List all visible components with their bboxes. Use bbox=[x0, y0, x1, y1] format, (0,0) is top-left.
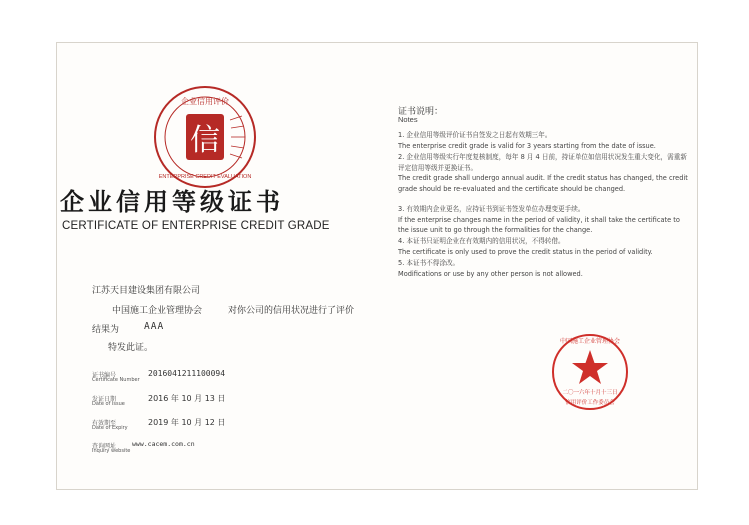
note-zh: 2. 企业信用等级实行年度复核制度，每年 8 月 4 日前，持证单位如信用状况发生重大变化，需重新评定信用等级并更换证书。 bbox=[398, 153, 687, 172]
note-en: The certificate is only used to prove the credit status in the period of validity. bbox=[398, 247, 653, 256]
note-item bbox=[398, 204, 688, 236]
query-url: www.cacem.com.cn bbox=[132, 440, 195, 448]
note-zh: 1. 企业信用等级评价证书自签发之日起有效期三年。 bbox=[398, 131, 552, 139]
title-en: CERTIFICATE OF ENTERPRISE CREDIT GRADE bbox=[62, 220, 330, 232]
field-label-en: Date of Expiry bbox=[92, 425, 128, 431]
query-label-zh: 查询网址 bbox=[92, 443, 117, 450]
field-label-zh: 有效期至 bbox=[92, 420, 117, 427]
title-zh: 企业信用等级证书 bbox=[60, 188, 284, 216]
seal-bottom-text: 信用评价工作委员会 bbox=[565, 400, 615, 406]
note-zh: 5. 本证书不得涂改。 bbox=[398, 259, 460, 267]
note-en: The enterprise credit grade is valid for 3 years starting from the date of issue. bbox=[398, 141, 656, 150]
note-item bbox=[398, 152, 688, 194]
expiry-date: 2019 年 10 月 12 日 bbox=[148, 418, 226, 427]
certify-text: 特发此证。 bbox=[108, 343, 154, 353]
field-label-zh: 证书编号 bbox=[92, 372, 117, 379]
notes-title-zh: 证书说明： bbox=[398, 107, 444, 117]
note-item bbox=[398, 236, 688, 257]
note-zh: 3. 有效期内企业更名，应持证书到证书签发单位办理变更手续。 bbox=[398, 205, 585, 213]
field-label-en: Certificate Number bbox=[92, 377, 140, 383]
field-label-zh: 发证日期 bbox=[92, 396, 117, 403]
notes-title-en: Notes bbox=[398, 115, 418, 124]
company-name: 江苏天目建设集团有限公司 bbox=[92, 286, 201, 296]
seal-ring-text: 中国施工企业管理协会 bbox=[559, 338, 621, 345]
field-label-en: Date of Issue bbox=[92, 401, 125, 407]
note-item bbox=[398, 130, 688, 151]
emblem-center-char: 信 bbox=[190, 123, 220, 158]
evaluator-line: 中国施工企业管理协会 bbox=[112, 306, 203, 316]
certificate-number: 2016041211100094 bbox=[148, 369, 226, 378]
note-en: The credit grade shall undergo annual audit. If the credit status has changed, the credit grade should be re-evaluated and the certificate should be changed. bbox=[398, 174, 688, 193]
grade-value: AAA bbox=[144, 321, 165, 332]
emblem-ring-text-zh: 企业信用评价 bbox=[181, 97, 229, 106]
emblem-ring-text: ENTERPRISE CREDIT EVALUATION bbox=[158, 174, 252, 180]
note-en: Modifications or use by any other person is not allowed. bbox=[398, 269, 583, 278]
result-label: 结果为 bbox=[92, 325, 120, 335]
query-label-en: Inquiry website bbox=[92, 448, 131, 454]
note-zh: 4. 本证书只证明企业在有效期内的信用状况，不得转借。 bbox=[398, 237, 565, 245]
official-seal bbox=[550, 332, 630, 412]
note-item bbox=[398, 258, 688, 279]
credit-emblem bbox=[150, 82, 260, 192]
issue-date: 2016 年 10 月 13 日 bbox=[148, 394, 226, 403]
note-en: If the enterprise changes name in the period of validity, it shall take the certificate to the issue unit to go through the formalities for the change. bbox=[398, 215, 680, 235]
seal-date-text: 二〇一六年十月十三日 bbox=[562, 390, 618, 396]
method-line: 对你公司的信用状况进行了评价 bbox=[228, 306, 355, 316]
